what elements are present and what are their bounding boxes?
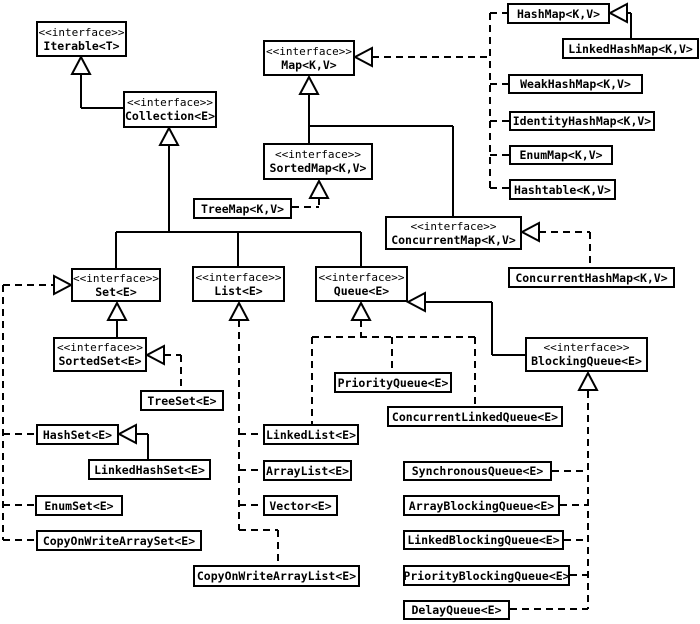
type-name-label: EnumSet<E> <box>44 498 114 513</box>
stereotype-label: <<interface>> <box>56 341 144 354</box>
type-name-label: IdentityHashMap<K,V> <box>512 114 652 128</box>
type-name-label: HashMap<K,V> <box>516 6 601 21</box>
edge-linkedhashmap-extends-hashmap <box>610 4 631 38</box>
class-box-treeset <box>140 390 224 411</box>
edge-blockingqueue-extends-queue <box>408 293 525 355</box>
type-name-label: Collection<E> <box>125 109 216 123</box>
type-name-label: ArrayList<E> <box>265 463 350 478</box>
type-name-label: DelayQueue<E> <box>411 603 502 617</box>
class-box-hashtable <box>509 179 616 200</box>
type-name-label: LinkedList<E> <box>265 427 356 442</box>
type-name-label: ConcurrentLinkedQueue<E> <box>391 409 559 424</box>
type-name-label: SortedMap<K,V> <box>269 161 367 175</box>
type-name-label: BlockingQueue<E> <box>531 354 642 368</box>
type-name-label: List<E> <box>214 283 263 298</box>
interface-box-sortedmap <box>263 143 373 180</box>
interface-box-sortedset <box>53 337 147 372</box>
stereotype-label: <<interface>> <box>126 96 214 109</box>
type-name-label: Iterable<T> <box>43 38 120 53</box>
hollow-triangle-arrowhead <box>160 128 178 145</box>
interface-box-set <box>71 268 161 302</box>
type-name-label: Map<K,V> <box>281 57 337 72</box>
type-name-label: EnumMap<K,V> <box>519 148 603 162</box>
type-name-label: PriorityBlockingQueue<E> <box>403 568 570 583</box>
class-box-vector <box>263 495 338 516</box>
hollow-triangle-arrowhead <box>119 425 136 443</box>
edge-map-implementations <box>355 13 509 188</box>
type-name-label: Hashtable<K,V> <box>514 182 611 197</box>
class-box-linkedhashmap <box>562 38 699 59</box>
stereotype-label: <<interface>> <box>72 271 160 285</box>
type-name-label: PriorityQueue<E> <box>337 375 449 390</box>
type-name-label: WeakHashMap<K,V> <box>520 77 631 91</box>
class-box-linkedblockingqueue <box>403 530 564 550</box>
class-box-hashset <box>36 424 119 445</box>
hollow-triangle-arrowhead <box>355 48 372 66</box>
type-name-label: Set<E> <box>95 284 137 299</box>
type-name-label: Queue<E> <box>333 283 390 298</box>
type-name-label: LinkedBlockingQueue<E> <box>407 533 560 547</box>
class-box-concurrentlinkedqueue <box>387 406 563 427</box>
interface-box-list <box>192 266 285 302</box>
type-name-label: ConcurrentHashMap<K,V> <box>515 270 668 285</box>
class-box-priorityqueue <box>334 372 452 393</box>
type-name-label: CopyOnWriteArraySet<E> <box>42 533 196 548</box>
class-box-delayqueue <box>403 600 510 620</box>
type-name-label: SynchronousQueue<E> <box>411 464 544 478</box>
type-name-label: Vector<E> <box>269 498 332 513</box>
hollow-triangle-arrowhead <box>408 293 425 311</box>
interface-box-map <box>263 40 355 76</box>
hollow-triangle-arrowhead <box>72 57 90 74</box>
interface-box-blockingqueue <box>525 337 648 372</box>
edge-treemap-implements-sortedmap <box>292 181 328 207</box>
class-box-arrayblockingqueue <box>403 495 560 516</box>
stereotype-label: <<interface>> <box>38 25 125 39</box>
class-box-hashmap <box>507 3 610 24</box>
class-box-copyonwritearraylist <box>193 565 360 587</box>
class-box-copyonwritearrayset <box>36 530 202 551</box>
class-box-enummap <box>509 145 613 165</box>
edge-linkedhashset-extends-hashset <box>119 425 148 459</box>
interface-box-concurrentmap <box>385 216 522 250</box>
type-name-label: SortedSet<E> <box>58 354 142 368</box>
hollow-triangle-arrowhead <box>147 346 164 364</box>
edge-collection-extends-iterable <box>72 57 123 108</box>
class-box-concurrenthashmap <box>508 267 675 288</box>
class-box-treemap <box>193 198 292 219</box>
hollow-triangle-arrowhead <box>352 303 370 320</box>
type-name-label: TreeSet<E> <box>147 393 217 408</box>
interface-box-queue <box>315 266 408 302</box>
edge-sortedset-extends-set <box>108 303 126 337</box>
hollow-triangle-arrowhead <box>310 181 328 198</box>
class-box-priorityblockingqueue <box>403 565 570 586</box>
stereotype-label: <<interface>> <box>410 219 497 233</box>
hollow-triangle-arrowhead <box>300 77 318 94</box>
class-box-linkedlist <box>263 424 359 445</box>
hollow-triangle-arrowhead <box>54 276 71 294</box>
interface-box-iterable <box>36 21 127 57</box>
type-name-label: ArrayBlockingQueue<E> <box>408 498 555 513</box>
type-name-label: TreeMap<K,V> <box>200 201 285 216</box>
class-box-synchronousqueue <box>403 461 552 481</box>
stereotype-label: <<interface>> <box>274 148 362 161</box>
stereotype-label: <<interface>> <box>543 341 630 354</box>
edge-treeset-implements-sortedset <box>147 346 181 390</box>
edge-concurrenthashmap-implements-concurrentmap <box>522 223 590 267</box>
class-box-identityhashmap <box>509 111 655 131</box>
hollow-triangle-arrowhead <box>579 373 597 390</box>
hollow-triangle-arrowhead <box>230 303 248 320</box>
class-box-linkedhashset <box>88 459 211 480</box>
hollow-triangle-arrowhead <box>108 303 126 320</box>
stereotype-label: <<interface>> <box>195 270 282 284</box>
interface-box-collection <box>123 91 217 128</box>
type-name-label: LinkedHashMap<K,V> <box>568 41 693 56</box>
hollow-triangle-arrowhead <box>610 4 627 22</box>
stereotype-label: <<interface>> <box>265 44 353 58</box>
class-box-enumset <box>35 495 123 516</box>
type-name-label: ConcurrentMap<K,V> <box>391 232 516 247</box>
type-name-label: CopyOnWriteArrayList<E> <box>196 569 357 583</box>
class-box-arraylist <box>263 460 352 481</box>
stereotype-label: <<interface>> <box>318 270 405 284</box>
type-name-label: HashSet<E> <box>42 427 113 442</box>
hollow-triangle-arrowhead <box>522 223 539 241</box>
type-name-label: LinkedHashSet<E> <box>94 462 205 477</box>
class-box-weakhashmap <box>508 74 643 94</box>
